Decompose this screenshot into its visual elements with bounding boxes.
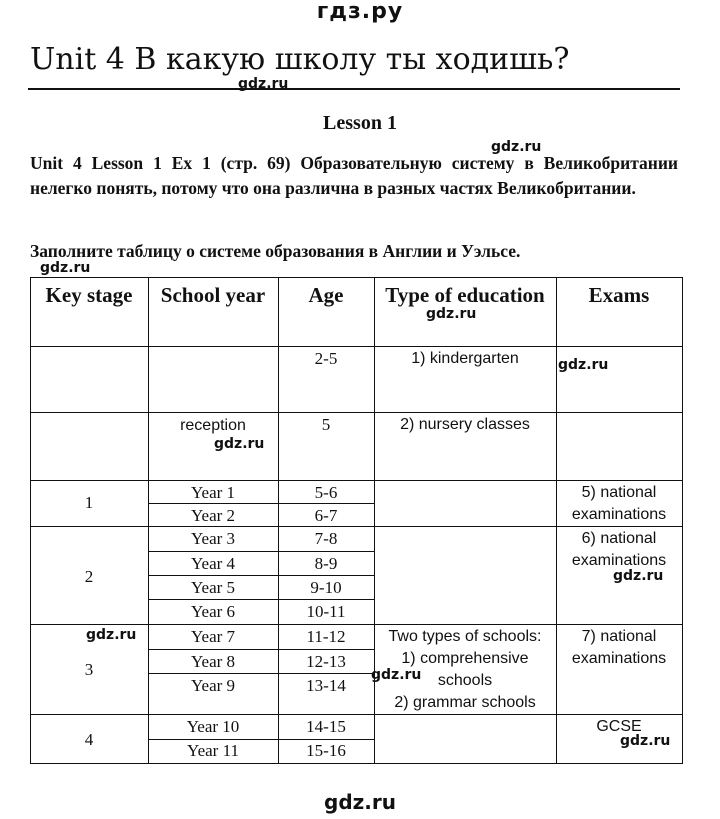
site-header: гдз.ру — [316, 0, 404, 24]
table-border — [30, 480, 683, 481]
age-cell: 11-12 — [306, 627, 346, 646]
header-school-year: School year — [160, 283, 266, 307]
watermark: gdz.ru — [371, 667, 422, 683]
age-cell: 15-16 — [306, 741, 346, 760]
watermark: gdz.ru — [491, 139, 542, 155]
table-border — [682, 277, 683, 764]
watermark: gdz.ru — [620, 733, 671, 749]
table-border — [148, 551, 374, 552]
table-border — [148, 575, 374, 576]
exams-cell: 6) national — [581, 530, 657, 547]
school-year-cell: reception — [180, 417, 246, 434]
header-age: Age — [308, 283, 344, 307]
table-border — [30, 277, 683, 278]
age-cell: 12-13 — [306, 652, 346, 671]
exams-cell: GCSE — [596, 718, 642, 735]
intro-text: Unit 4 Lesson 1 Ex 1 (стр. 69) Образовательную систему в Великобритании нелегко понять, потому что она различна в разных частях Великобритании. — [30, 153, 678, 198]
school-year-cell: Year 3 — [190, 529, 236, 548]
watermark: gdz.ru — [426, 306, 477, 322]
exams-cell: examinations — [571, 506, 667, 523]
lesson-title: Lesson 1 — [323, 112, 397, 134]
exams-cell: 7) national — [581, 628, 657, 645]
exams-cell: examinations — [571, 650, 667, 667]
table-border — [148, 599, 374, 600]
age-cell: 2-5 — [314, 349, 338, 368]
header-key-stage: Key stage — [45, 283, 133, 307]
school-year-cell: Year 9 — [190, 676, 236, 695]
table-border — [148, 673, 374, 674]
unit-title: Unit 4 В какую школу ты ходишь? — [30, 42, 570, 77]
education-cell: 1) comprehensive — [401, 650, 529, 667]
education-cell: 1) kindergarten — [411, 350, 519, 367]
table-border — [30, 412, 683, 413]
task-text: Заполните таблицу о системе образования в Англии и Уэльсе. — [30, 241, 521, 261]
exams-cell: examinations — [571, 552, 667, 569]
header-type-of-education: Type of education — [385, 283, 545, 307]
table-border — [30, 714, 683, 715]
key-stage-cell: 3 — [84, 660, 94, 679]
age-cell: 10-11 — [306, 602, 346, 621]
education-cell: 2) nursery classes — [400, 416, 530, 433]
key-stage-cell: 2 — [84, 567, 94, 586]
school-year-cell: Year 2 — [190, 506, 236, 525]
school-year-cell: Year 8 — [190, 652, 236, 671]
watermark: gdz.ru — [613, 568, 664, 584]
title-rule — [28, 88, 680, 90]
school-year-cell: Year 7 — [190, 627, 236, 646]
age-cell: 7-8 — [314, 529, 338, 548]
age-cell: 8-9 — [314, 554, 338, 573]
education-cell: 2) grammar schools — [394, 694, 536, 711]
table-border — [30, 346, 683, 347]
age-cell: 6-7 — [314, 506, 338, 525]
school-year-cell: Year 10 — [186, 717, 240, 736]
table-border — [30, 624, 683, 625]
header-exams: Exams — [588, 283, 650, 307]
age-cell: 9-10 — [310, 578, 342, 597]
age-cell: 5-6 — [314, 483, 338, 502]
age-cell: 14-15 — [306, 717, 346, 736]
watermark: gdz.ru — [86, 627, 137, 643]
age-cell: 13-14 — [306, 676, 346, 695]
watermark: gdz.ru — [40, 260, 91, 276]
school-year-cell: Year 5 — [190, 578, 236, 597]
table-border — [30, 763, 683, 764]
education-cell: Two types of schools: — [388, 628, 542, 645]
key-stage-cell: 1 — [84, 493, 94, 512]
school-year-cell: Year 11 — [187, 741, 239, 760]
school-year-cell: Year 4 — [190, 554, 236, 573]
key-stage-cell: 4 — [84, 730, 94, 749]
education-cell: schools — [437, 672, 493, 689]
exams-cell: 5) national — [581, 484, 657, 501]
table-border — [30, 277, 31, 764]
site-footer: gdz.ru — [324, 790, 396, 814]
table-border — [148, 649, 374, 650]
watermark: gdz.ru — [214, 436, 265, 452]
watermark: gdz.ru — [558, 357, 609, 373]
age-cell: 5 — [321, 415, 331, 434]
school-year-cell: Year 6 — [190, 602, 236, 621]
school-year-cell: Year 1 — [190, 483, 236, 502]
watermark: gdz.ru — [238, 76, 289, 92]
